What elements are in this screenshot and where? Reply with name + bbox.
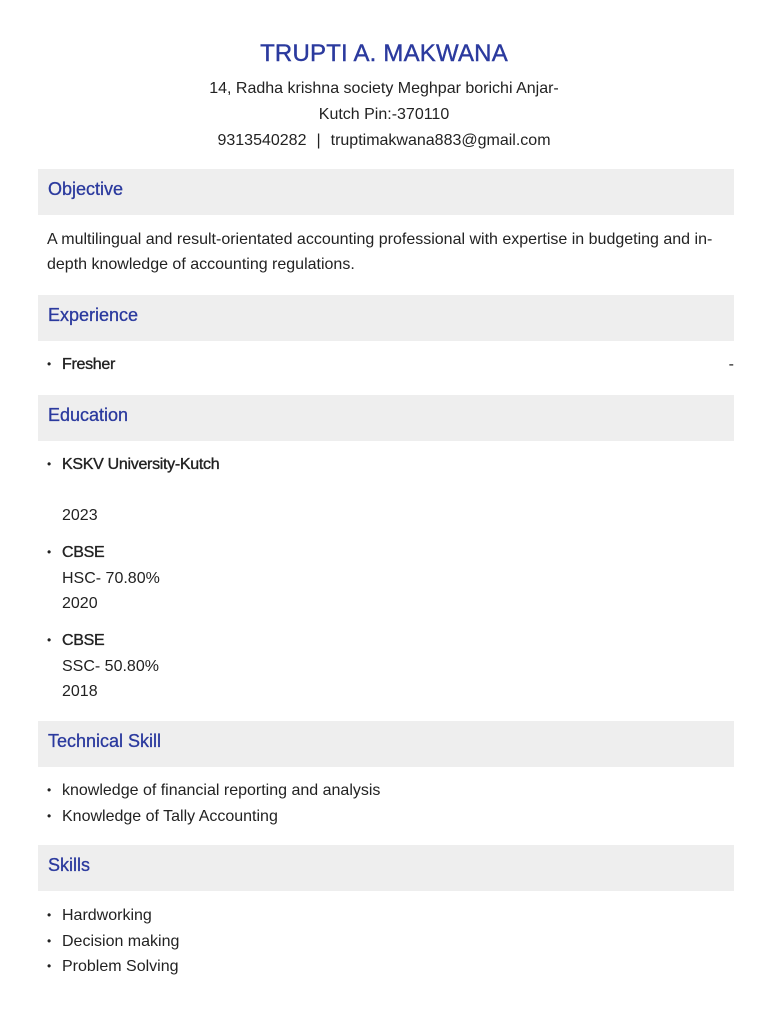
education-institution: CBSE [62, 632, 105, 649]
bullet-icon: • [47, 908, 52, 922]
section-title-skills: Skills [38, 845, 734, 891]
list-item [47, 954, 179, 980]
phone-number: 9313540282 [217, 132, 307, 149]
education-item [47, 452, 734, 478]
resume-header [0, 0, 768, 154]
contact-line [0, 128, 768, 154]
education-year: 2020 [62, 595, 98, 612]
objective-text: A multilingual and result-orientated accounting professional with expertise in budgeting and in-depth knowledge of accounting regulations. [47, 231, 713, 273]
bullet-icon: • [47, 545, 52, 559]
bullet-icon: • [47, 457, 52, 471]
email-address: truptimakwana883@gmail.com [330, 132, 551, 149]
contact-separator: | [316, 132, 321, 149]
experience-label: Fresher [62, 356, 116, 373]
technical-skill-list [47, 778, 380, 829]
education-institution: CBSE [62, 544, 105, 561]
experience-right-value: - [728, 356, 734, 373]
section-title-technical-skill: Technical Skill [38, 721, 734, 767]
education-year: 2023 [62, 507, 98, 524]
bullet-icon: • [47, 959, 52, 973]
skill-text: Hardworking [62, 907, 152, 924]
section-title-objective: Objective [38, 169, 734, 215]
experience-item [47, 352, 734, 378]
education-institution: KSKV University-Kutch [62, 456, 220, 473]
bullet-icon: • [47, 783, 52, 797]
education-item [47, 540, 734, 566]
list-item [47, 778, 380, 804]
candidate-name: TRUPTI A. MAKWANA [260, 40, 508, 67]
technical-skill-text: Knowledge of Tally Accounting [62, 807, 278, 825]
skills-list [47, 903, 179, 980]
skill-text: Decision making [62, 932, 180, 950]
list-item [47, 903, 179, 929]
section-title-experience: Experience [38, 295, 734, 341]
list-item [47, 929, 179, 955]
bullet-icon: • [47, 633, 52, 647]
address-line-2: Kutch Pin:-370110 [318, 106, 450, 123]
section-title-education: Education [38, 395, 734, 441]
bullet-icon: • [47, 357, 52, 371]
list-item [47, 804, 380, 830]
address-line-1: 14, Radha krishna society Meghpar borichi Anjar- [209, 80, 559, 97]
education-year: 2018 [62, 683, 98, 700]
skill-text: Problem Solving [62, 958, 179, 975]
education-item [47, 628, 734, 654]
education-detail: HSC- 70.80% [62, 570, 160, 587]
bullet-icon: • [47, 933, 52, 948]
technical-skill-text: knowledge of financial reporting and analysis [62, 782, 381, 799]
education-detail: SSC- 50.80% [62, 658, 159, 675]
bullet-icon: • [47, 808, 52, 823]
